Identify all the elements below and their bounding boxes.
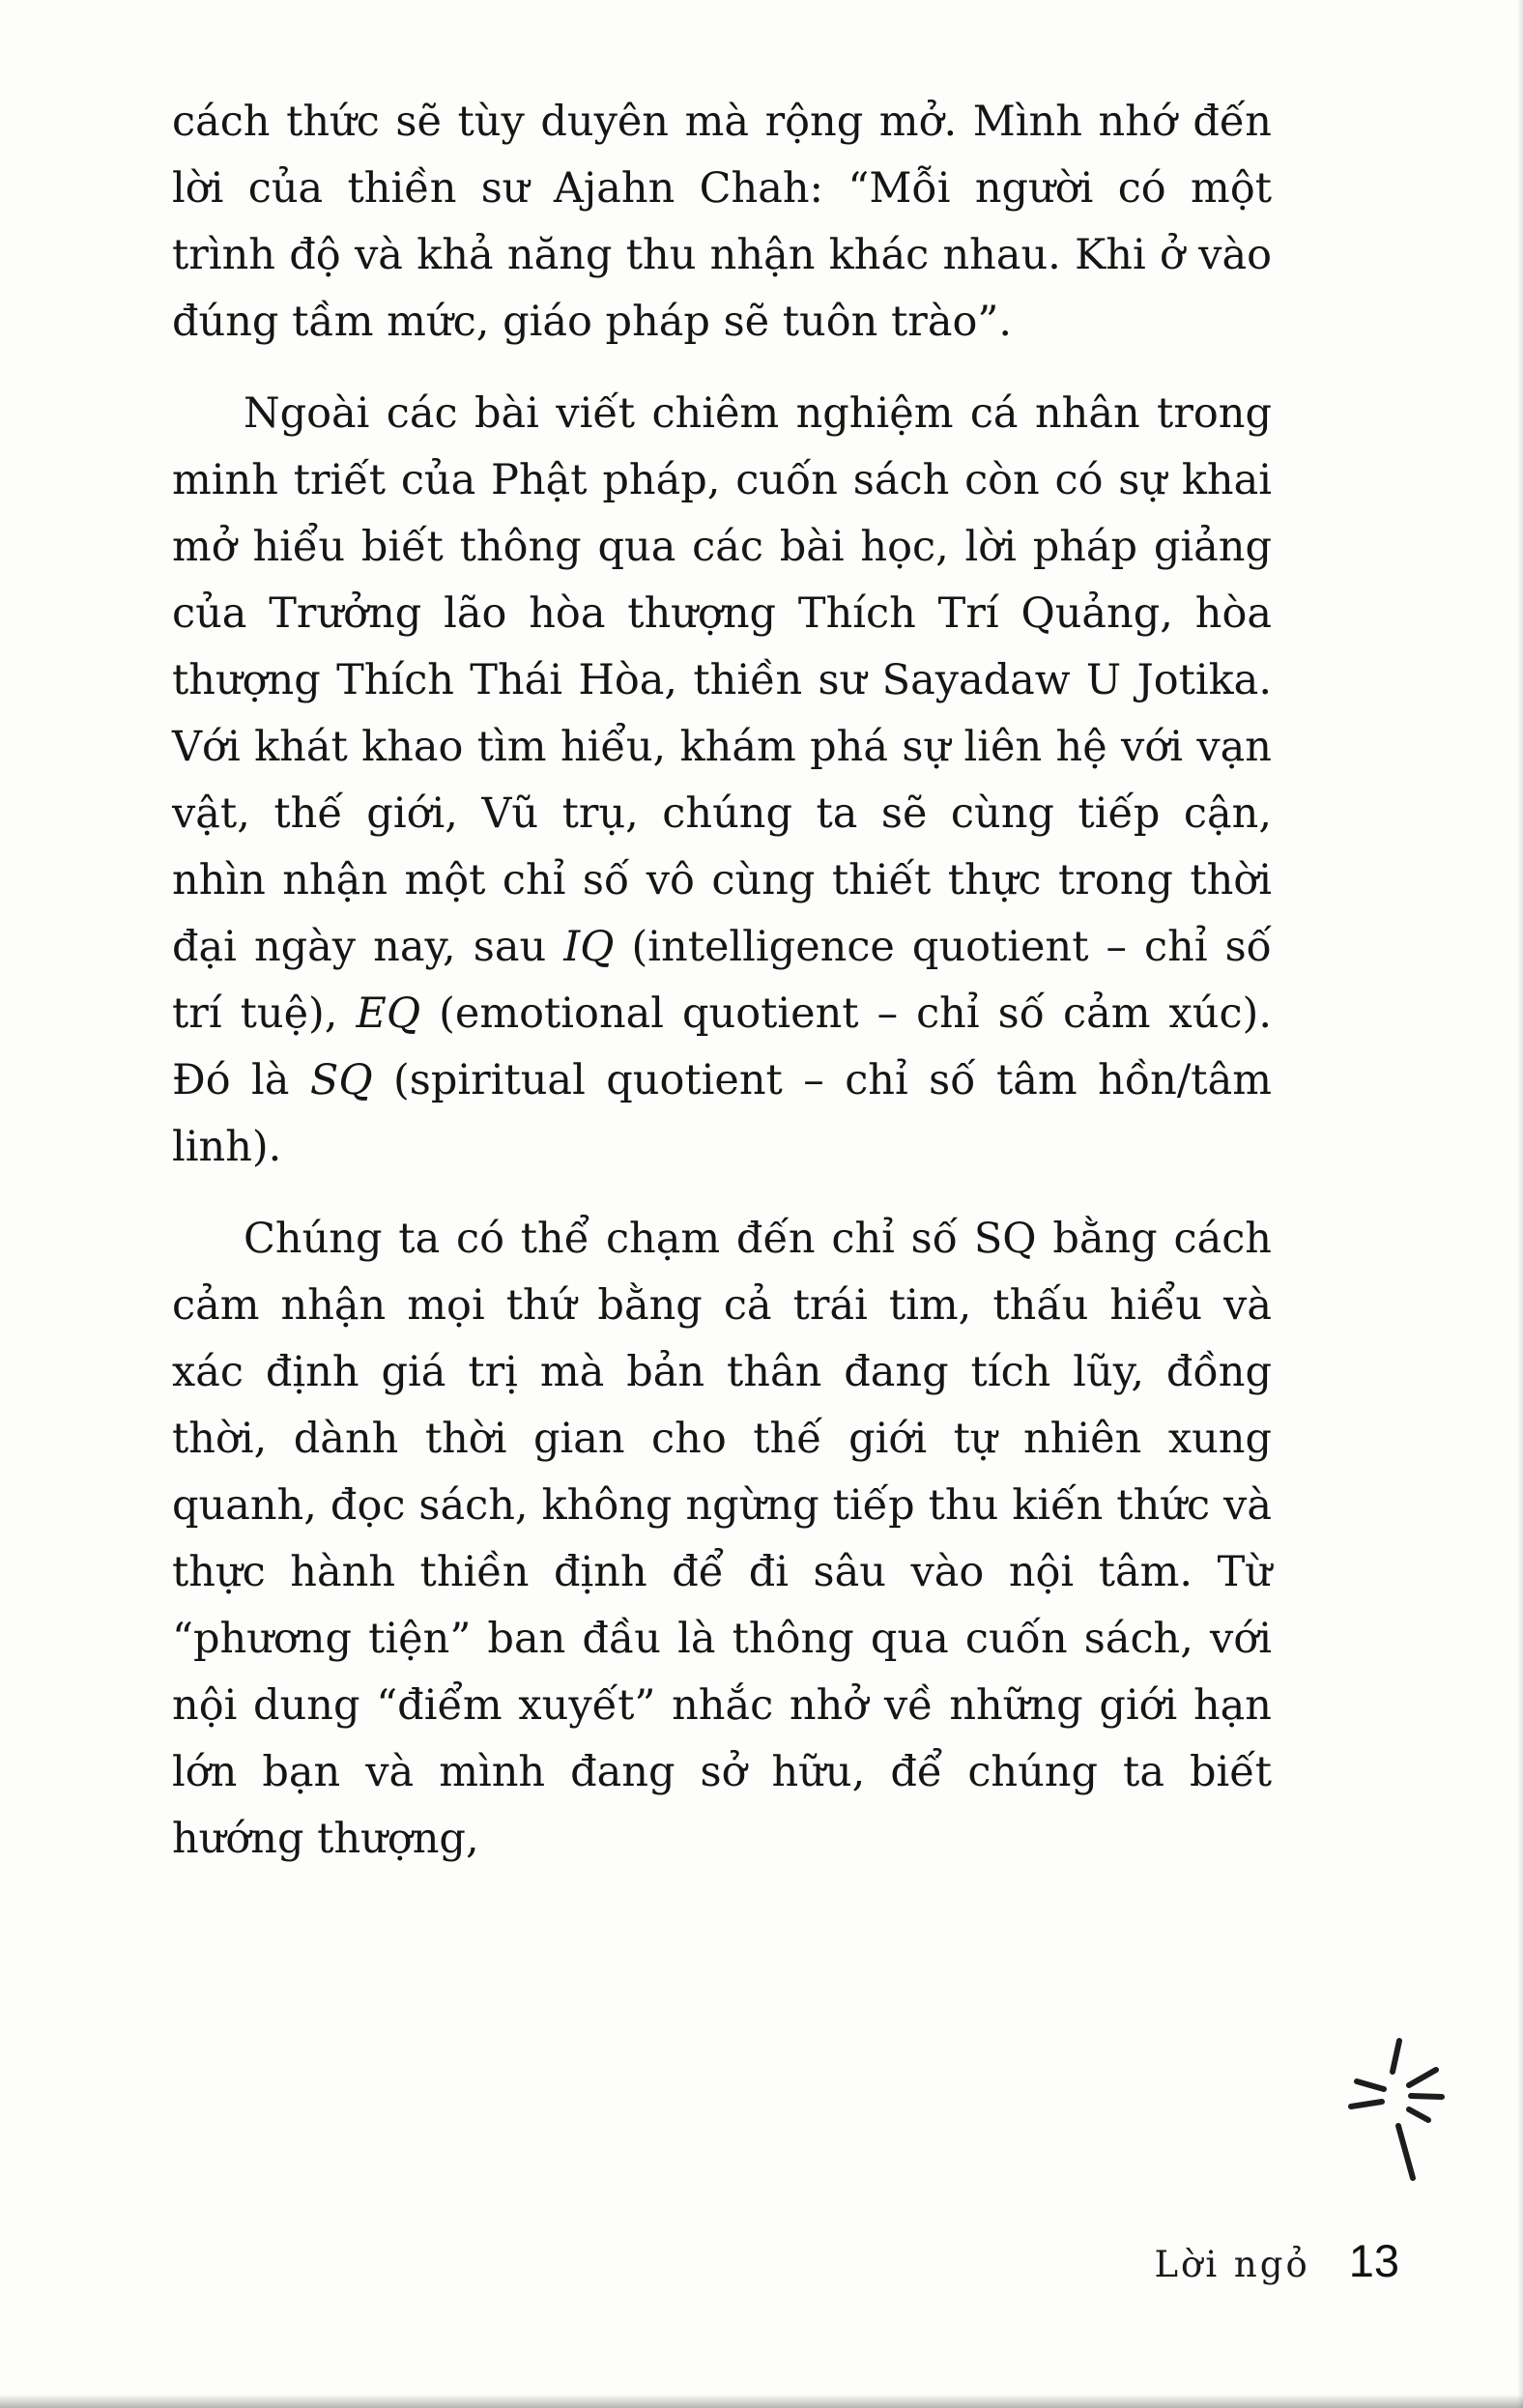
text-run: (spiritual quotient – chỉ số tâm hồn/tâm linh). xyxy=(172,1056,1273,1171)
page-body xyxy=(172,89,1272,1898)
page-footer xyxy=(1154,2234,1399,2287)
paragraph xyxy=(172,381,1272,1181)
scan-edge-shadow-bottom xyxy=(0,2394,1523,2408)
italic-term: SQ xyxy=(309,1056,373,1104)
text-run: cách thức sẽ tùy duyên mà rộng mở. Mình nhớ đến lời của thiền sư Ajahn Chah: “Mỗi người có một trình độ và khả năng thu nhận khác nhau. Khi ở vào đúng tầm mức, giáo pháp sẽ tuôn trào”. xyxy=(172,98,1272,346)
scan-edge-shadow-right xyxy=(1517,0,1523,2408)
paragraph xyxy=(172,1206,1272,1873)
footer-section-label: Lời ngỏ xyxy=(1154,2244,1310,2285)
italic-term: IQ xyxy=(563,923,615,971)
text-run: Chúng ta có thể chạm đến chỉ số SQ bằng cách cảm nhận mọi thứ bằng cả trái tim, thấu hiểu và xác định giá trị mà bản thân đang tích lũy, đồng thời, dành thời gian cho thế giới tự nhiên xung quanh, đọc sách, không ngừng tiếp thu kiến thức và thực hành thiền định để đi sâu vào nội tâm. Từ “phương tiện” ban đầu là thông qua cuốn sách, với nội dung “điểm xuyết” nhắc nhở về những giới hạn lớn bạn và mình đang sở hữu, để chúng ta biết hướng thượng, xyxy=(172,1215,1272,1863)
italic-term: EQ xyxy=(356,989,421,1038)
paragraph xyxy=(172,89,1272,356)
text-run: (intelligence quotient – chỉ số trí tuệ), xyxy=(172,923,1272,1038)
footer-page-number: 13 xyxy=(1348,2235,1399,2286)
sparkle-burst-icon xyxy=(1343,2027,1455,2192)
text-run: (emotional quotient – chỉ số cảm xúc). Đó là xyxy=(172,989,1272,1104)
text-run: Ngoài các bài viết chiêm nghiệm cá nhân trong minh triết của Phật pháp, cuốn sách còn có sự khai mở hiểu biết thông qua các bài học, lời pháp giảng của Trưởng lão hòa thượng Thích Trí Quảng, hòa thượng Thích Thái Hòa, thiền sư Sayadaw U Jotika. Với khát khao tìm hiểu, khám phá sự liên hệ với vạn vật, thế giới, Vũ trụ, chúng ta sẽ cùng tiếp cận, nhìn nhận một chỉ số vô cùng thiết thực trong thời đại ngày nay, sau xyxy=(172,389,1272,971)
